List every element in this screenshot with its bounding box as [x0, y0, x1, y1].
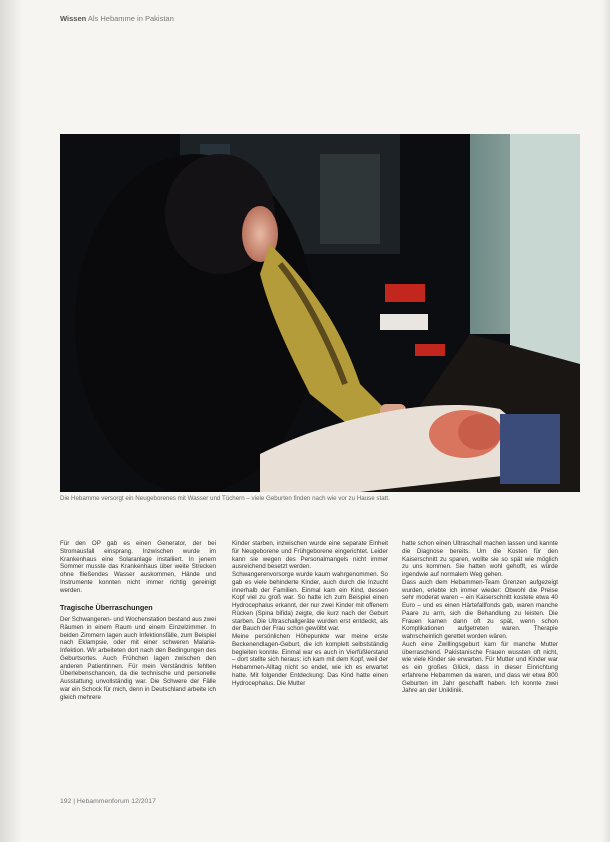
page-edge-shadow: [602, 0, 610, 842]
paragraph: Schwangerenvorsorge wurde kaum wahrgenommen. So gab es viele behinderte Kinder, auch durch die Inzucht innerhalb der Familien. Einmal kam ein Kind, dessen Kopf viel zu groß war. So hatte ich zum Beispiel einen Hydrocephalus erkannt, der nur zwei Kinder mit offenem Rücken (Spina bifida) zeigte, die kurz nach der Geburt starben. Die Ultraschallgeräte wurden erst entdeckt, als der Bauch der Frau schon gewölbt war.: [232, 571, 388, 633]
paragraph: Dass auch dem Hebammen-Team Grenzen aufgezeigt wurden, erlebte ich immer wieder: Obwohl die Preise sehr moderat waren – ein Kaiserschnitt kostete etwa 40 Euro – und es einen Härtefallfonds gab, waren manche Paare zu arm, sich die Behandlung zu leisten. Die Frauen kamen dann oft zu spät, wenn schon Komplikationen aufgetreten waren. Therapie wahrscheinlich gerettet worden wären.: [402, 578, 558, 640]
photo-caption: Die Hebamme versorgt ein Neugeborenes mit Wasser und Tüchern – viele Geburten finden nach wie vor zu Hause statt.: [60, 495, 390, 502]
page-gutter-shadow: [0, 0, 22, 842]
running-header: [60, 14, 174, 23]
page-footer: 192 | Hebammenforum 12/2017: [60, 798, 156, 805]
header-section: Wissen: [60, 14, 87, 23]
text-column-1: [60, 540, 216, 701]
paragraph: Meine persönlichen Höhepunkte war meine erste Beckenendlagen-Geburt, die ich komplett selbstständig begleiten konnte. Einmal war es auch in Vierfüßlerstand – dort stellte sich heraus: ich kam mit dem Kopf, weil der Hebammen-Alltag nicht so endet, wie ich es erwartet hatte. Mit folgender Entdeckung: Das Kind hatte einen Hydrocephalus. Die Mutter: [232, 633, 388, 687]
text-column-3: [402, 540, 558, 695]
paragraph: Der Schwangeren- und Wochenstation bestand aus zwei Räumen in einem Raum und einem Einzelzimmer. In beiden Zimmern lagen auch Infektionsfälle, zum Beispiel nach Eklampsie, oder mit einer schweren Malaria-Infektion. Wir arbeiteten dort nach den Bedingungen des Geburtsortes. Auch Frühchen lagen zwischen den anderen Patientinnen. Für mein Verständnis fehlten Überlebenschancen, da die technische und personelle Ausstattung unvollständig war. Die Schwere der Fälle war ein Schock für mich, denn in Deutschland arbeite ich gleich mehrere: [60, 616, 216, 701]
section-heading: Tragische Überraschungen: [60, 603, 153, 613]
paragraph: Kinder starben, inzwischen wurde eine separate Einheit für Neugeborene und Frühgeborene eingerichtet. Leider kann sie wegen des Personalmangels nicht immer ausreichend besetzt werden.: [232, 540, 388, 571]
photo-mother-newborn-icon: [60, 134, 580, 492]
text-column-2: [232, 540, 388, 687]
header-subtitle: Als Hebamme in Pakistan: [87, 14, 174, 23]
paragraph: hatte schon einen Ultraschall machen lassen und kannte die Diagnose bereits. Um die Kosten für den Kaiserschnitt zu sparen, wollte sie so spät wie möglich zu uns kommen. Sie hatten wohl gehofft, es würde irgendwie auf normalem Weg gehen.: [402, 540, 558, 578]
paragraph: Für den OP gab es einen Generator, der bei Stromausfall einsprang. Inzwischen wurde im Krankenhaus eine Solaranlage installiert. In jenem Sommer musste das Krankenhaus über weite Strecken ohne fließendes Wasser auskommen, Hände und Instrumente konnten nicht immer richtig gereinigt werden.: [60, 540, 216, 594]
paragraph: Auch eine Zwillingsgeburt kam für manche Mutter überraschend. Pakistanische Frauen wussten oft nicht, wie viele Kinder sie erwarten. Für Mutter und Kinder war es ein großes Glück, dass in dieser Einrichtung erfahrene Hebammen da waren, und dass wir etwa 800 Geburten im Jahr geschafft haben. Ich konnte zwei Jahre an der Uniklinik.: [402, 640, 558, 695]
article-photo: [60, 134, 580, 492]
